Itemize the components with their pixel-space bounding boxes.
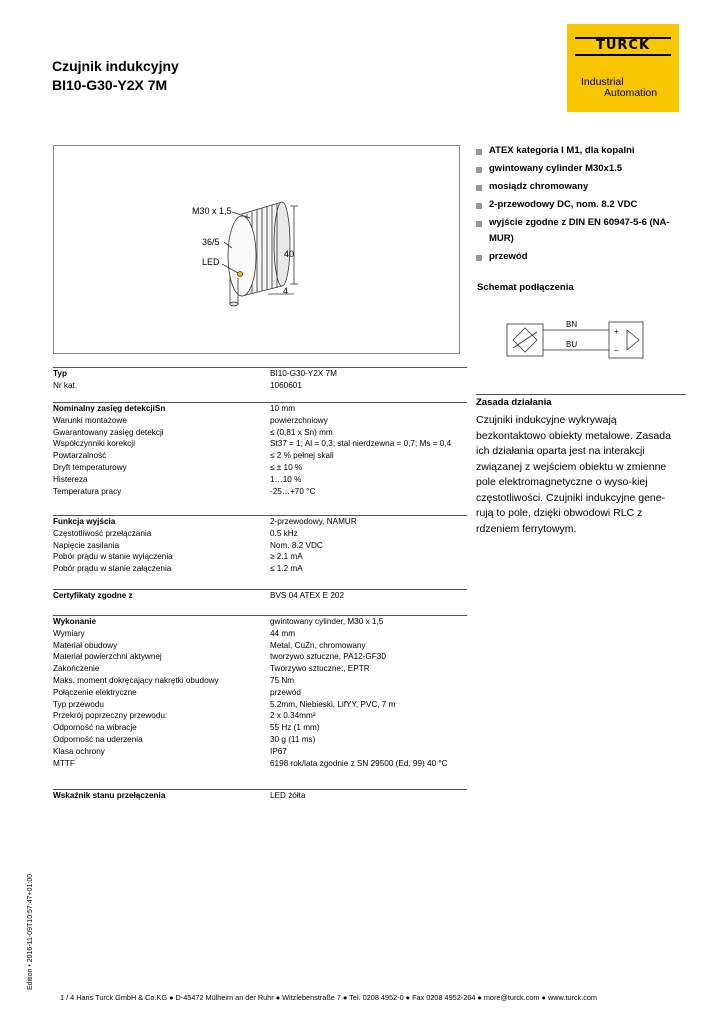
spec-value: St37 = 1; Al = 0,3; stal nierdzewna = 0,7; Ms = 0,4 <box>270 439 452 449</box>
principle-text: Czujniki indukcyjne wykrywają bezkontaktowo obiekty metalowe. Zasada ich działania oparta jest na interakcji związanej z wejściem obiektu w zmienne pole elektromagnetyczne o wyso-kiej częstotliwości. Czujniki indukcyjne gene-rują to pole, dzięki obwodowi RLC z rdzeniem ferrytowym. <box>476 414 671 535</box>
spec-row <box>53 628 467 640</box>
title-line-2: BI10-G30-Y2X 7M <box>52 77 168 93</box>
spec-key: Współczynniki korekcji <box>53 439 135 449</box>
spec-key: Certyfikaty zgodne z <box>53 591 133 600</box>
spec-row <box>53 616 467 628</box>
spec-row <box>53 528 467 540</box>
spec-value: ≥ 2.1 mA <box>270 552 303 562</box>
spec-group-detection <box>53 402 467 497</box>
spec-value: IP67 <box>270 746 287 756</box>
spec-value: 5.2mm, Niebieski, LifYY, PVC, 7 m <box>270 699 396 709</box>
spec-key: Częstotliwość przełączania <box>53 528 152 538</box>
principle-title: Zasada działania <box>476 397 552 408</box>
spec-key: Nr kat. <box>53 380 78 390</box>
wiring-diagram <box>505 316 675 366</box>
thread-label: M30 x 1,5 <box>192 206 232 216</box>
spec-group-type <box>53 367 467 392</box>
spec-key: Pobór prądu w stanie załączenia <box>53 564 172 574</box>
dimension-4: 4 <box>283 286 289 296</box>
spec-key: Materiał powierzchni aktywnej <box>53 652 162 662</box>
spec-group-indicator <box>53 789 467 802</box>
spec-row <box>53 663 467 675</box>
spec-value: tworzywo sztuczne, PA12-GF30 <box>270 652 386 662</box>
led-label: LED <box>202 257 220 267</box>
spec-value: gwintowany cylinder, M30 x 1,5 <box>270 617 384 626</box>
spec-value: 1…10 % <box>270 474 302 484</box>
spec-value: ≤ 2 % pełnej skali <box>270 451 334 461</box>
product-title <box>52 57 179 95</box>
spec-group-certificates <box>53 589 467 602</box>
spec-row <box>53 710 467 722</box>
spec-row <box>53 746 467 758</box>
spec-key: Histereza <box>53 474 88 484</box>
spec-key: Klasa ochrony <box>53 746 105 756</box>
plus-label: + <box>614 327 619 336</box>
spec-key: Dryft temperaturowy <box>53 462 127 472</box>
feature-item: wyjście zgodne z DIN EN 60947-5-6 (NA-MUR) <box>476 215 686 247</box>
wire-bn-label: BN <box>566 320 578 329</box>
spec-key: Warunki montażowe <box>53 415 127 425</box>
wrench-label: 36/5 <box>202 237 220 247</box>
spec-key: Napięcie zasilania <box>53 540 119 550</box>
feature-item: mosiądz chromowany <box>476 179 686 195</box>
spec-value: ≤ 1.2 mA <box>270 564 303 574</box>
edition-stamp: Edition • 2016-11-09T10:57:47+01:00 <box>27 873 34 990</box>
spec-key: Zakończenie <box>53 664 100 674</box>
spec-row <box>53 486 467 498</box>
spec-row <box>53 722 467 734</box>
feature-item: 2-przewodowy DC, nom. 8.2 VDC <box>476 197 686 213</box>
spec-row <box>53 462 467 474</box>
spec-row <box>53 687 467 699</box>
spec-row <box>53 758 467 770</box>
spec-value: powierzchniowy <box>270 415 328 425</box>
spec-value: 1060601 <box>270 380 302 390</box>
spec-key: Pobór prądu w stanie wyłączenia <box>53 552 173 562</box>
spec-key: Wykonanie <box>53 617 97 626</box>
logo-industrial: Industrial <box>581 76 624 88</box>
spec-key: Typ <box>53 369 67 378</box>
spec-row <box>53 563 467 575</box>
principle-divider <box>476 394 686 395</box>
dimension-40: 40 <box>284 249 295 259</box>
spec-value: LED żółta <box>270 791 306 800</box>
spec-row <box>53 640 467 652</box>
spec-key: Materiał obudowy <box>53 640 118 650</box>
logo-automation: Automation <box>604 87 658 99</box>
spec-value: przewód <box>270 687 301 697</box>
spec-key: Odporność na wibracje <box>53 723 137 733</box>
spec-value: ≤ ± 10 % <box>270 462 303 472</box>
spec-key: Nominalny zasięg detekcjiSn <box>53 404 166 413</box>
spec-key: Temperatura pracy <box>53 486 122 496</box>
spec-key: Funkcja wyjścia <box>53 517 116 526</box>
spec-row <box>53 734 467 746</box>
spec-row <box>53 474 467 486</box>
logo-bar-bottom <box>575 54 671 56</box>
feature-list <box>476 143 686 267</box>
spec-key: Typ przewodu <box>53 699 104 709</box>
spec-row <box>53 699 467 711</box>
spec-key: Wymiary <box>53 628 85 638</box>
title-line-1: Czujnik indukcyjny <box>52 58 179 74</box>
spec-row <box>53 540 467 552</box>
spec-row <box>53 551 467 563</box>
spec-row <box>53 651 467 663</box>
wire-bu-label: BU <box>566 340 578 349</box>
spec-row <box>53 590 467 602</box>
spec-value: ≤ (0,81 x Sn) mm <box>270 427 333 437</box>
spec-key: MTTF <box>53 758 75 768</box>
spec-value: 30 g (11 ms) <box>270 734 316 744</box>
spec-value: 6198 rok/lata zgodnie z SN 29500 (Ed. 99) 40 °C <box>270 758 448 768</box>
spec-key: Odporność na uderzenia <box>53 734 143 744</box>
spec-row <box>53 427 467 439</box>
spec-row <box>53 450 467 462</box>
feature-item: przewód <box>476 249 686 265</box>
spec-row <box>53 516 467 528</box>
spec-row <box>53 438 467 450</box>
spec-value: Metal, CuZn, chromowany <box>270 640 366 650</box>
spec-value: 0.5 kHz <box>270 528 298 538</box>
spec-row <box>53 380 467 392</box>
spec-row <box>53 790 467 802</box>
spec-row <box>53 675 467 687</box>
spec-key: Wskaźnik stanu przełączenia <box>53 791 166 800</box>
spec-value: 10 mm <box>270 404 296 413</box>
spec-value: 2-przewodowy, NAMUR <box>270 517 357 526</box>
turck-logo <box>567 24 679 112</box>
spec-value: Tworzywo sztuczne:, EPTR <box>270 664 370 674</box>
feature-item: ATEX kategoria I M1, dla kopalni <box>476 143 686 159</box>
spec-key: Połączenie elektryczne <box>53 687 137 697</box>
spec-key: Gwarantowany zasięg detekcji <box>53 427 164 437</box>
spec-value: 2 x 0.34mm² <box>270 711 316 721</box>
spec-value: BVS 04 ATEX E 202 <box>270 591 345 600</box>
spec-value: 55 Hz (1 mm) <box>270 723 320 733</box>
spec-group-construction <box>53 615 467 769</box>
logo-brand: TURCK <box>595 38 651 53</box>
spec-row <box>53 403 467 415</box>
sensor-drawing <box>54 146 459 353</box>
spec-key: Maks. moment dokręcający nakrętki obudowy <box>53 675 219 685</box>
spec-key: Powtarzalność <box>53 451 107 461</box>
page-footer: 1 / 4 Hans Turck GmbH & Co.KG ● D-45472 Mülheim an der Ruhr ● Witzlebenstraße 7 ● Tel. 0208 4952-0 ● Fax 0208 4952-264 ● more@turck.com ● www.turck.com <box>60 993 598 1002</box>
minus-label: – <box>614 346 619 355</box>
spec-row <box>53 368 467 380</box>
wiring-title: Schemat podłączenia <box>477 282 574 293</box>
product-drawing-frame <box>53 145 460 354</box>
spec-value: -25…+70 °C <box>270 486 316 496</box>
spec-value: BI10-G30-Y2X 7M <box>270 369 337 378</box>
spec-group-output <box>53 515 467 575</box>
spec-row <box>53 415 467 427</box>
spec-value: Nom. 8.2 VDC <box>270 540 323 550</box>
spec-value: 75 Nm <box>270 675 295 685</box>
feature-item: gwintowany cylinder M30x1.5 <box>476 161 686 177</box>
spec-key: Przekrój poprzeczny przewodu: <box>53 711 168 721</box>
spec-value: 44 mm <box>270 628 296 638</box>
